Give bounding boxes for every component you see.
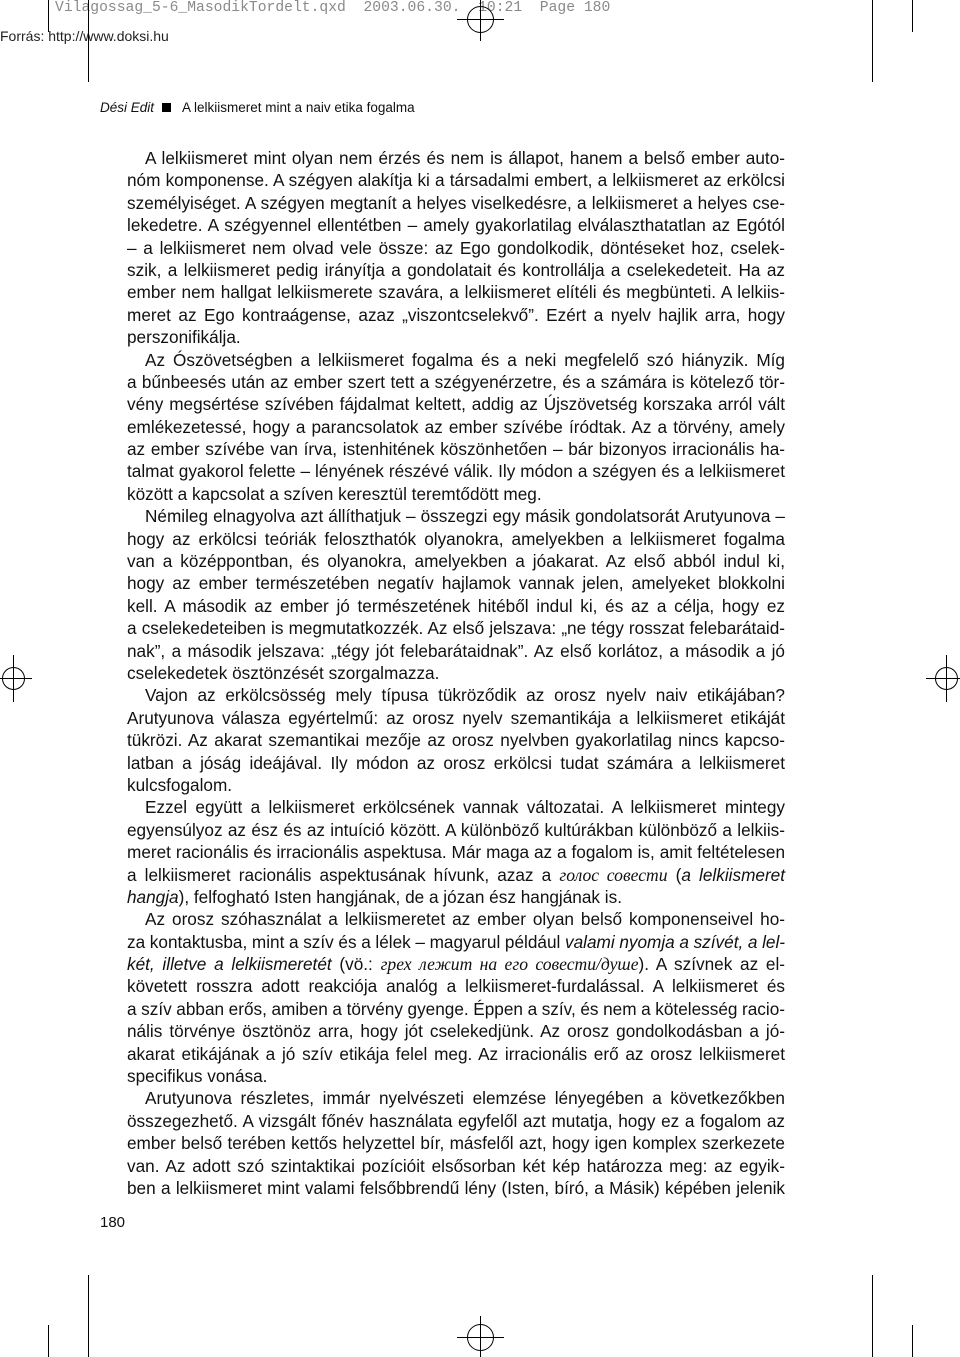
text-line: [127, 908, 785, 930]
text-line: [127, 953, 785, 975]
paragraph: [127, 1087, 785, 1199]
text-line: [127, 326, 785, 348]
text-line: [127, 572, 785, 594]
text-line: [127, 147, 785, 169]
text-line: [127, 550, 785, 572]
text-run: nóm komponense. A szégyen alakítja ki a társadalmi embert, a lelkiismeret az erkölcsi: [127, 170, 785, 191]
text-line: [127, 349, 785, 371]
text-line: [127, 304, 785, 326]
text-run: meret az Ego kontraágense, azaz „viszontcselekvő”. Ezért a nyelv hajlik arra, hogy: [127, 304, 785, 325]
text-line: [127, 1087, 785, 1109]
header-title: A lelkiismeret mint a naiv etika fogalma: [182, 100, 415, 115]
text-run: ember belső terében kettős helyzettel bír, másfelől azt, hogy igen komplex szerkezete: [127, 1133, 785, 1154]
text-run: ember nem hallgat lelkiismerete szavára, a lelkiismeret elítéli és megbünteti. A lelkiis-: [127, 282, 785, 303]
text-run: tükrözi. Az akarat szemantikai mezője az orosz nyelvben gyakorlatilag nincs kapcso-: [127, 730, 785, 751]
russian-italic-run: грех лежит на его совести/душе: [380, 954, 639, 975]
text-run: személyiséget. A szégyen megtanít a helyes viselkedésre, a lelkiismeret a helyes cse-: [127, 192, 785, 213]
text-run: a cselekedeteiben is megmutatkozzék. Az első jelszava: „ne tégy rosszat felebarátaid-: [127, 618, 785, 639]
text-line: [127, 1110, 785, 1132]
text-run: Némileg elnagyolva azt állíthatjuk – összegzi egy másik gondolatsorát Arutyunova –: [145, 506, 785, 527]
text-line: [127, 438, 785, 460]
text-run: za kontaktusba, mint a szív és a lélek – magyarul például: [127, 931, 566, 952]
body-text: [127, 147, 785, 1199]
text-run: ), felfogható Isten hangjának, de a józan ész hangjának is.: [178, 886, 622, 907]
text-line: [127, 819, 785, 841]
paragraph: [127, 505, 785, 684]
text-run: perszonifikálja.: [127, 327, 241, 348]
text-run: egyensúlyoz az ész és az intuíció között. A különböző kultúrákban különböző a lelkiis-: [127, 819, 785, 840]
text-line: [127, 237, 785, 259]
text-run: a szív abban erős, amiben a törvény gyenge. Éppen a szív, és nem a kötelesség racio-: [127, 998, 785, 1019]
text-line: [127, 707, 785, 729]
text-run: A lelkiismeret mint olyan nem érzés és nem is állapot, hanem a belső ember auto-: [145, 148, 785, 168]
text-run: az ember szívébe van írva, istenhitének köszönhetően – bár bizonyos irracionális ha-: [127, 439, 785, 460]
text-line: [127, 1065, 785, 1087]
text-line: [127, 281, 785, 303]
running-header: [100, 99, 415, 117]
crop-marks-bottom: [49, 1275, 913, 1357]
text-line: [127, 975, 785, 997]
text-line: [127, 1177, 785, 1199]
text-run: Az orosz szóhasználat a lelkiismeretet az ember olyan belső komponenseivel ho-: [145, 909, 785, 930]
black-square-icon: [162, 103, 171, 112]
text-line: [127, 214, 785, 236]
registration-mark-right-icon: [926, 655, 960, 702]
text-run: ben a lelkiismeret mint valami felsőbbrendű lény (Isten, bíró, a Másik) képében jelenik: [127, 1177, 785, 1198]
text-run: lekedetre. A szégyennel ellentétben – amely gyakorlatilag elválaszthatatlan az Egótól: [127, 215, 785, 236]
header-author: Dési Edit: [100, 100, 155, 115]
text-line: [127, 640, 785, 662]
text-run: a bűnbeesés után az ember szert tett a szégyenérzetre, és a számára is kötelező tör-: [127, 371, 785, 392]
text-run: – a lelkiismeret nem olvad vele össze: az Ego gondolkodik, döntéseket hoz, cselek-: [127, 237, 785, 258]
text-run: kulcsfogalom.: [127, 774, 233, 795]
text-run: (: [667, 864, 682, 885]
russian-italic-run: голос совести: [559, 864, 668, 885]
text-run: van. Az adott szó szintaktikai pozícióit elsősorban két kép határozza meg: az egyik-: [127, 1155, 785, 1176]
text-line: [127, 1155, 785, 1177]
text-line: [127, 931, 785, 953]
text-line: [127, 796, 785, 818]
text-run: ). A szívnek az el-: [638, 954, 785, 975]
text-line: [127, 169, 785, 191]
text-run: Ezzel együtt a lelkiismeret erkölcsének vannak változatai. A lelkiismeret mintegy: [145, 797, 785, 818]
text-line: [127, 1020, 785, 1042]
text-run: szik, a lelkiismeret pedig irányítja a gondolatait és kontrollálja a cselekedeteit. Ha az: [127, 259, 785, 280]
text-line: [127, 528, 785, 550]
text-run: hogy az ember természetében negatív hajlamok vannak jelen, amelyeket blokkolni: [127, 573, 785, 594]
text-run: követett rosszra adott reakciója analóg a lelkiismeret-furdalással. A lelkiismeret és: [127, 976, 785, 997]
registration-mark-bottom-icon: [457, 1316, 504, 1357]
page-number: 180: [100, 1214, 126, 1231]
paragraph: [127, 684, 785, 796]
text-line: [127, 192, 785, 214]
text-run: cselekedetek ösztönzését szorgalmazza.: [127, 662, 440, 683]
text-run: specifikus vonása.: [127, 1066, 268, 1087]
text-line: [127, 617, 785, 639]
text-run: között a kapcsolat a szíven keresztül teremtődött meg.: [127, 483, 542, 504]
source-line: Forrás: http://www.doksi.hu: [0, 28, 169, 44]
text-run: kell. A második az ember jó természetének hitéből indul ki, és az a célja, hogy ez: [127, 595, 785, 616]
text-run: Az Ószövetségben a lelkiismeret fogalma és a neki megfelelő szó hiányzik. Míg: [145, 349, 785, 370]
italic-run: valami nyomja a szívét, a lel-: [565, 931, 786, 952]
text-run: nális törvénye ösztönöz arra, hogy jót cselekedjünk. Az orosz gondolkodásban a jó-: [127, 1021, 785, 1042]
text-run: meret racionális és irracionális aspektusa. Már maga az a fogalom is, amit feltételesen: [127, 842, 785, 863]
text-run: Vajon az erkölcsösség mely típusa tükröződik az orosz nyelv naiv etikájában?: [145, 685, 785, 706]
text-run: emlékezetessé, hogy a parancsolatok az ember szívébe íródtak. Az a törvény, amely: [127, 416, 785, 437]
text-line: [127, 864, 785, 886]
text-line: [127, 393, 785, 415]
text-run: Arutyunova részletes, immár nyelvészeti elemzése lényegében a következőkben: [145, 1088, 785, 1109]
text-line: [127, 774, 785, 796]
italic-run: a lelkiismeret: [681, 864, 785, 885]
text-run: nak”, a második jelszava: „tégy jót felebarátaidnak”. Az első korlátoz, a második a jó: [127, 640, 785, 661]
text-line: [127, 460, 785, 482]
text-line: [127, 1132, 785, 1154]
print-slug-line: Vilagossag_5-6_MasodikTordelt.qxd 2003.06.30. 10:21 Page 180: [55, 0, 611, 16]
text-line: [127, 729, 785, 751]
registration-mark-left-icon: [0, 655, 32, 702]
text-line: [127, 684, 785, 706]
text-line: [127, 752, 785, 774]
text-run: latban a jóság ideájával. Ily módon az orosz erkölcsi tudat számára a lelkiismeret: [127, 752, 785, 773]
text-line: [127, 259, 785, 281]
text-run: hogy az erkölcsi teóriák feloszthatók olyanokra, amelyekben a lelkiismeret fogalma: [127, 528, 785, 549]
paragraph: [127, 147, 785, 349]
paragraph: [127, 796, 785, 908]
text-run: akarat etikájának a jó szív etikája felel meg. Az irracionális erő az orosz lelkiismeret: [127, 1043, 785, 1064]
italic-run: hangja: [127, 886, 179, 907]
text-run: összegezhető. A vizsgált főnév használata egyfelől azt mutatja, hogy ez a fogalom az: [127, 1110, 785, 1131]
text-line: [127, 662, 785, 684]
text-line: [127, 483, 785, 505]
text-line: [127, 505, 785, 527]
text-run: talmat gyakorol felette – lényének részévé válik. Ily módon a szégyen és a lelkiismeret: [127, 461, 785, 482]
text-line: [127, 371, 785, 393]
paragraph: [127, 908, 785, 1087]
text-run: (vö.:: [331, 954, 381, 975]
text-run: van a középpontban, és olyanokra, amelyekben a jóakarat. Az első abból indul ki,: [127, 551, 785, 572]
text-line: [127, 416, 785, 438]
paragraph: [127, 349, 785, 506]
text-run: Arutyunova válasza egyértelmű: az orosz nyelv szemantikája a lelkiismeret etikáját: [127, 707, 785, 728]
text-line: [127, 1043, 785, 1065]
text-line: [127, 841, 785, 863]
text-line: [127, 595, 785, 617]
text-line: [127, 886, 785, 908]
text-run: vény megsértése szívében fájdalmat keltett, addig az Újszövetség korszaka arról vált: [127, 394, 785, 415]
italic-run: két, illetve a lelkiismeretét: [127, 954, 332, 975]
text-line: [127, 998, 785, 1020]
text-run: a lelkiismeret racionális aspektusának hívunk, azaz a: [127, 864, 560, 885]
